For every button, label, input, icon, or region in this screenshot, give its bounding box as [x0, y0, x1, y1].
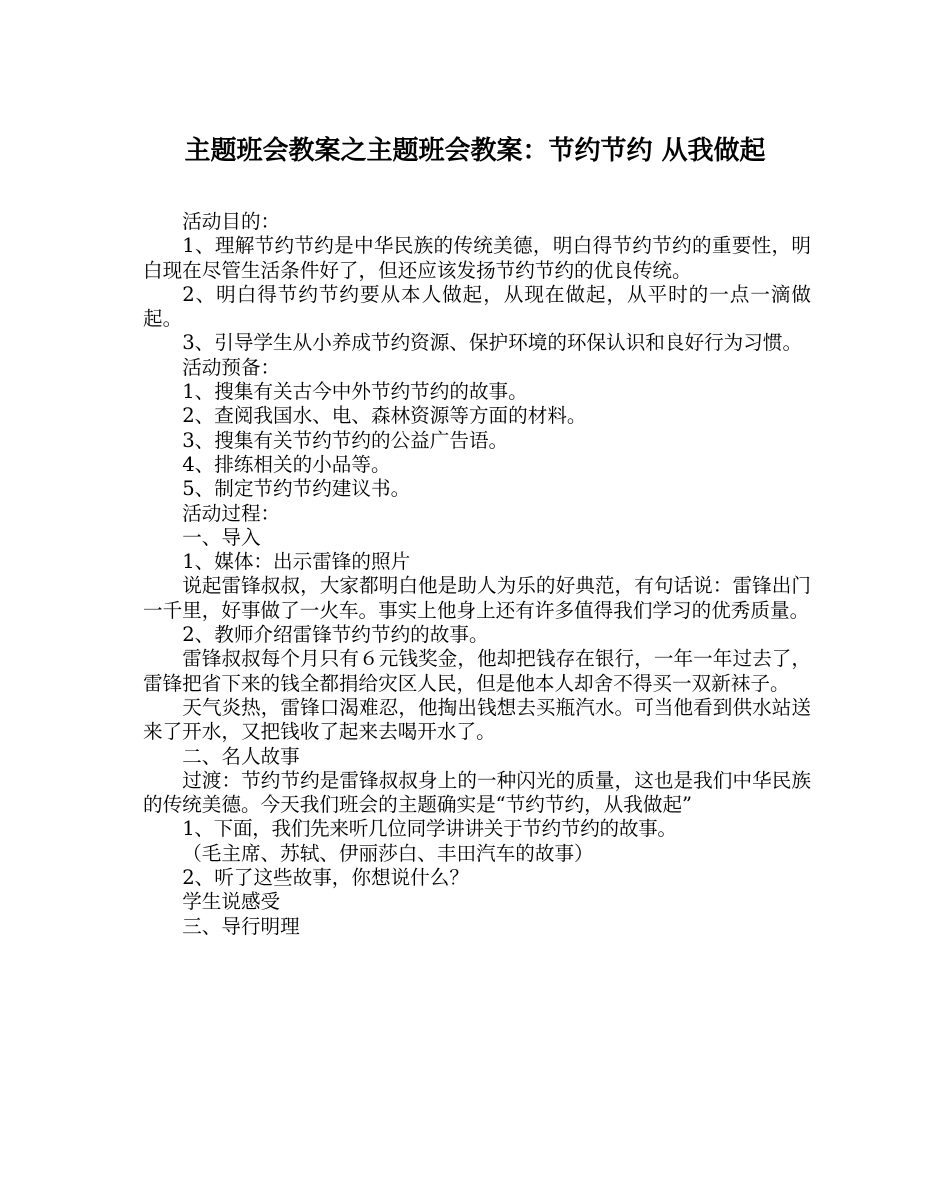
student-feedback: 学生说感受 [182, 890, 281, 914]
preparation-3: 3、搜集有关节约节约的公益广告语。 [182, 428, 509, 452]
celebrity-story-list: （毛主席、苏轼、伊丽莎白、丰田汽车的故事） [182, 841, 594, 865]
preparation-4: 4、排练相关的小品等。 [182, 452, 391, 476]
preparation-5: 5、制定节约节约建议书。 [182, 477, 411, 501]
story-savings: 雷锋叔叔每个月只有６元钱奖金，他却把钱存在银行，一年一年过去了，雷锋把省下来的钱全都捐给灾区人民，但是他本人却舍不得买一双新袜子。 [143, 647, 811, 695]
document-title: 主题班会教案之主题班会教案：节约节约 从我做起 [184, 136, 766, 166]
preparation-2: 2、查阅我国水、电、森林资源等方面的材料。 [182, 404, 587, 428]
section-heading-objectives: 活动目的： [182, 210, 281, 233]
objective-1: 1、理解节约节约是中华民族的传统美德，明白得节约节约的重要性，明白现在尽管生活条件好了，但还应该发扬节约节约的优良传统。 [143, 234, 811, 282]
objective-3: 3、引导学生从小养成节约资源、保护环境的环保认识和良好行为习惯。 [182, 331, 803, 355]
section-heading-process: 活动过程： [182, 501, 281, 525]
celebrity-story-1: 1、下面，我们先来听几位同学讲讲关于节约节约的故事。 [182, 817, 677, 841]
process-step-celebrity: 二、名人故事 [182, 744, 300, 768]
document-body [143, 210, 811, 939]
objective-2: 2、明白得节约节约要从本人做起，从现在做起，从平时的一点一滴做起。 [143, 282, 811, 331]
process-teacher-story: 2、教师介绍雷锋节约节约的故事。 [182, 623, 489, 647]
story-water: 天气炎热，雷锋口渴难忍，他掏出钱想去买瓶汽水。可当他看到供水站送来了开水，又把钱收了起来去喝开水了。 [143, 695, 811, 744]
discussion-question: 2、听了这些故事，你想说什么？ [182, 866, 469, 890]
process-leifeng-intro: 说起雷锋叔叔，大家都明白他是助人为乐的好典范，有句话说：雷锋出门一千里，好事做了一火车。事实上他身上还有许多值得我们学习的优秀质量。 [143, 574, 811, 622]
transition-text: 过渡：节约节约是雷锋叔叔身上的一种闪光的质量，这也是我们中华民族的传统美德。今天我们班会的主题确实是“节约节约，从我做起” [143, 768, 811, 817]
process-step-intro: 一、导入 [182, 525, 261, 549]
process-media: 1、媒体：出示雷锋的照片 [182, 550, 411, 574]
process-step-guidance: 三、导行明理 [182, 914, 300, 938]
preparation-1: 1、搜集有关古今中外节约节约的故事。 [182, 380, 528, 404]
section-heading-preparation: 活动预备： [182, 355, 281, 379]
